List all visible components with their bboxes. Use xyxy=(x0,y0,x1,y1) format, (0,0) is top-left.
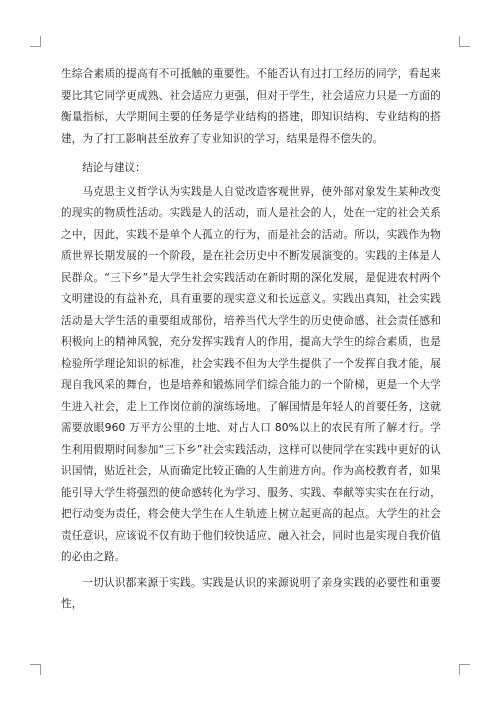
section-heading: 结论与建议： xyxy=(82,162,146,174)
crop-mark-top-left xyxy=(30,36,41,47)
crop-mark-bottom-right xyxy=(459,664,470,675)
paragraph-intro: 生综合素质的提高有不可抵触的重要性。不能否认有过打工经历的同学，看起来要比其它同学更成熟、社会适应力更强，但对于学生，社会适应力只是一方面的衡量指标，大学期间主要的任务是学业结构的搭建，即知识结构、专业结构的搭建，为了打工影响甚至放弃了专业知识的学习，结果是得不偿失的。 xyxy=(61,68,441,145)
paragraph-closing: 一切认识都来源于实践。实践是认识的来源说明了亲身实践的必要性和重要性， xyxy=(61,576,441,610)
crop-mark-top-right xyxy=(459,36,470,47)
spacer xyxy=(61,150,441,154)
paragraph-main: 马克思主义哲学认为实践是人自觉改造客观世界，使外部对象发生某种改变的现实的物质性活动。实践是人的活动，而人是社会的人，处在一定的社会关系之中，因此，实践不是单个人孤立的行为，而是社会的活动。所以，实践作为物质世界长期发展的一个阶段，是在社会历史中不断发展演变的。实践的主体是人民群众。“三下乡”是大学生社会实践活动在新时期的深化发展，是促进农村两个文明建设的有益补充，具有重要的现实意义和长远意义。实践出真知，社会实践活动是大学生活的重要组成部份，培养当代大学生的历史使命感、社会责任感和积极向上的精神风貌，充分发挥实践育人的作用，提高大学生的综合素质，也是检验所学理论知识的标准，社会实践不但为大学生提供了一个发挥自我才能，展现自我风采的舞台，也是培养和锻炼同学们综合能力的一个阶梯，更是一个大学生进入社会，走上工作岗位前的演练场地。了解国情是年轻人的首要任务，这就需要放眼960 万平方公里的土地、对占人口 80%以上的农民有所了解才行。学生利用假期时间参加“三下乡”社会实践活动，这样可以使同学在实践中更好的认识国情，贴近社会，从而确定比较正确的人生前进方向。作为高校教育者，如果能引导大学生将强烈的使命感转化为学习、服务、实践、奉献等实实在在行动，把行动变为责任，将会使大学生在人生轨迹上树立起更高的起点。大学生的社会责任意识，应该说不仅有助于他们较快适应、融入社会，同时也是实现自我价值的必由之路。 xyxy=(61,185,441,563)
crop-mark-bottom-left xyxy=(30,664,41,675)
document-body xyxy=(61,64,441,616)
